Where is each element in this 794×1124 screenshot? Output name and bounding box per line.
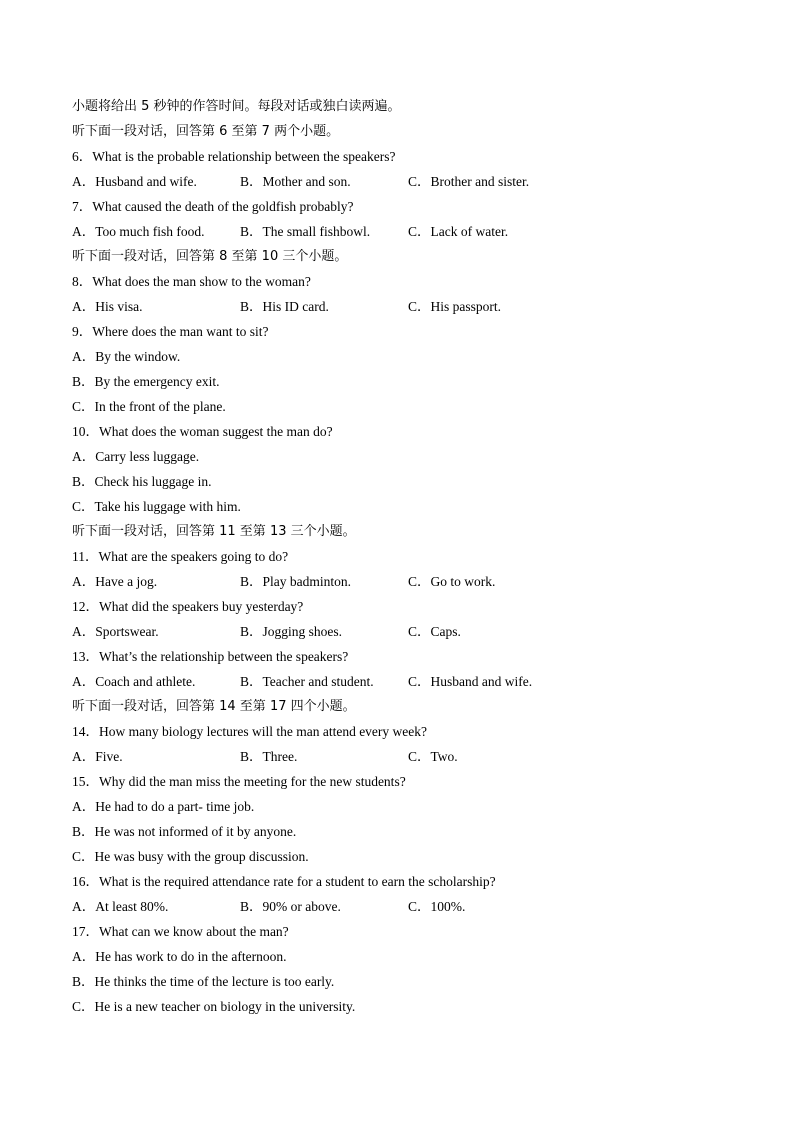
question-text: 14．How many biology lectures will the man attend every week? <box>72 724 428 739</box>
options-row <box>72 569 752 594</box>
option-line: B．He was not informed of it by anyone. <box>72 824 297 839</box>
options-row <box>72 169 752 194</box>
option-a: A．His visa. <box>72 299 143 314</box>
option-c: C．Two. <box>408 749 458 764</box>
question-text: 12．What did the speakers buy yesterday? <box>72 599 304 614</box>
question-text: 15．Why did the man miss the meeting for the new students? <box>72 774 406 789</box>
option-line: C．Take his luggage with him. <box>72 499 241 514</box>
question-text: 8．What does the man show to the woman? <box>72 274 311 289</box>
option-a: A．At least 80%. <box>72 899 169 914</box>
section-instruction: 听下面一段对话，回答第 6 至第 7 两个小题。 <box>72 124 340 139</box>
option-a: A．Have a jog. <box>72 574 158 589</box>
option-c: C．Go to work. <box>408 574 496 589</box>
exam-page <box>72 94 752 1019</box>
section-instruction: 小题将给出 5 秒钟的作答时间。每段对话或独白读两遍。 <box>72 99 401 114</box>
option-c: C．His passport. <box>408 299 502 314</box>
section-instruction: 听下面一段对话，回答第 8 至第 10 三个小题。 <box>72 249 348 264</box>
option-b: B．90% or above. <box>240 899 341 914</box>
option-line: B．By the emergency exit. <box>72 374 220 389</box>
option-b: B．Three. <box>240 749 298 764</box>
options-row <box>72 219 752 244</box>
option-b: B．Play badminton. <box>240 574 351 589</box>
question-text: 16．What is the required attendance rate for a student to earn the scholarship? <box>72 874 496 889</box>
option-c: C．Lack of water. <box>408 224 509 239</box>
option-line: B．Check his luggage in. <box>72 474 212 489</box>
option-a: A．Sportswear. <box>72 624 159 639</box>
option-line: C．He was busy with the group discussion. <box>72 849 309 864</box>
option-line: A．By the window. <box>72 349 181 364</box>
option-b: B．Mother and son. <box>240 174 351 189</box>
option-a: A．Coach and athlete. <box>72 674 196 689</box>
option-b: B．His ID card. <box>240 299 329 314</box>
question-text: 7．What caused the death of the goldfish probably? <box>72 199 354 214</box>
question-text: 11．What are the speakers going to do? <box>72 549 289 564</box>
options-row <box>72 744 752 769</box>
option-line: A．He had to do a part- time job. <box>72 799 255 814</box>
question-text: 9．Where does the man want to sit? <box>72 324 269 339</box>
options-row <box>72 294 752 319</box>
section-instruction: 听下面一段对话，回答第 11 至第 13 三个小题。 <box>72 524 356 539</box>
option-a: A．Five. <box>72 749 123 764</box>
options-row <box>72 894 752 919</box>
option-c: C．Husband and wife. <box>408 674 533 689</box>
options-row <box>72 669 752 694</box>
option-line: A．Carry less luggage. <box>72 449 200 464</box>
option-line: C．In the front of the plane. <box>72 399 226 414</box>
option-line: B．He thinks the time of the lecture is too early. <box>72 974 335 989</box>
option-c: C．Brother and sister. <box>408 174 530 189</box>
option-line: C．He is a new teacher on biology in the university. <box>72 999 356 1014</box>
option-b: B．The small fishbowl. <box>240 224 371 239</box>
options-row <box>72 619 752 644</box>
option-a: A．Too much fish food. <box>72 224 205 239</box>
question-text: 17．What can we know about the man? <box>72 924 289 939</box>
option-c: C．100%. <box>408 899 466 914</box>
option-b: B．Teacher and student. <box>240 674 374 689</box>
question-text: 10．What does the woman suggest the man do? <box>72 424 333 439</box>
question-text: 13．What’s the relationship between the speakers? <box>72 649 349 664</box>
option-c: C．Caps. <box>408 624 461 639</box>
option-b: B．Jogging shoes. <box>240 624 343 639</box>
question-text: 6．What is the probable relationship between the speakers? <box>72 149 396 164</box>
option-line: A．He has work to do in the afternoon. <box>72 949 287 964</box>
section-instruction: 听下面一段对话，回答第 14 至第 17 四个小题。 <box>72 699 356 714</box>
option-a: A．Husband and wife. <box>72 174 197 189</box>
